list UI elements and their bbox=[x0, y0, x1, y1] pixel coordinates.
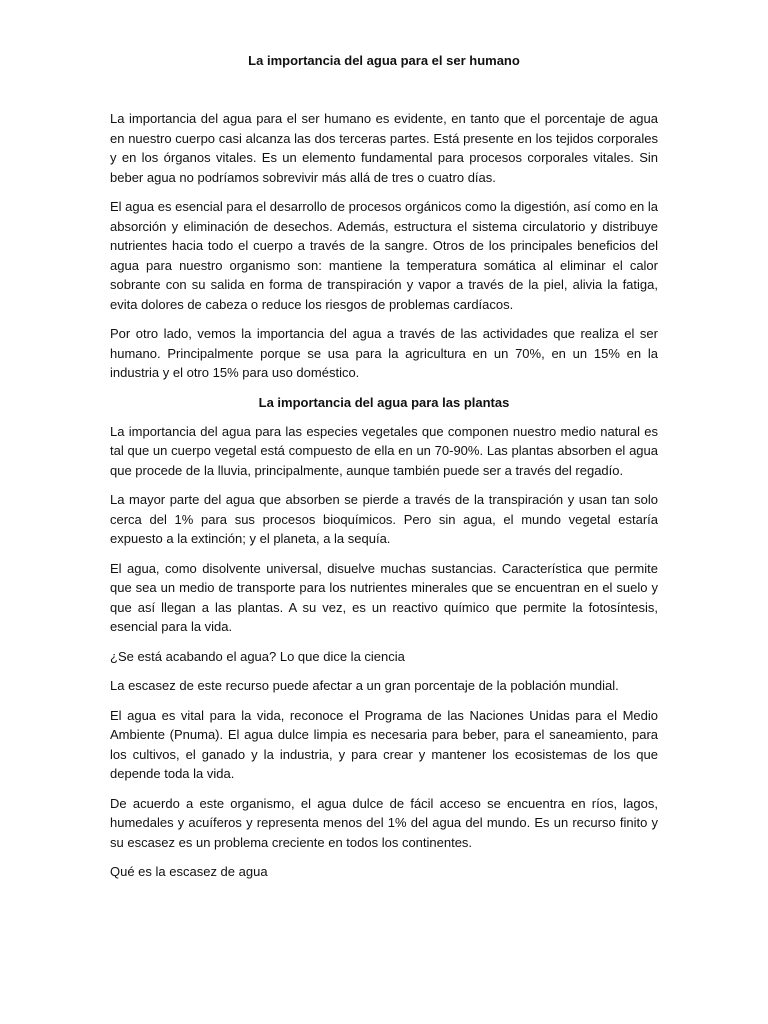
section-heading-plants: La importancia del agua para las plantas bbox=[258, 394, 510, 410]
question-line: ¿Se está acabando el agua? Lo que dice la ciencia bbox=[110, 648, 405, 664]
paragraph-plants-solvent: El agua, como disolvente universal, disuelve muchas sustancias. Característica que permite que sea un medio de transporte para los nutrientes minerales que se encuentran en el suelo y que así llegan a las plantas. A su vez, es un reactivo químico que permite la fotosíntesis, esencial para la vida. bbox=[110, 560, 658, 634]
paragraph-fresh-water: De acuerdo a este organismo, el agua dulce de fácil acceso se encuentra en ríos, lagos, humedales y acuíferos y representa menos del 1% del agua del mundo. Es un recurso finito y su escasez es un problema creciente en todos los continentes. bbox=[110, 795, 658, 850]
paragraph-human-activities: Por otro lado, vemos la importancia del agua a través de las actividades que realiza el ser humano. Principalmente porque se usa para la agricultura en un 70%, en un 15% en la industria y el otro 15% para uso doméstico. bbox=[110, 326, 658, 380]
document-title: La importancia del agua para el ser humano bbox=[248, 53, 520, 68]
paragraph-plants-transpiration: La mayor parte del agua que absorben se pierde a través de la transpiración y usan tan solo cerca del 1% para sus procesos bioquímicos. Pero sin agua, el mundo vegetal estaría expuesto a la extinción; y el planeta, a la sequía. bbox=[110, 492, 658, 546]
paragraph-plants-composition: La importancia del agua para las especies vegetales que componen nuestro medio natural es tal que un cuerpo vegetal está compuesto de ella en un 70-90%. Las plantas absorben el agua que procede de la lluvia, principalmente, aunque también puede ser a través del regadío. bbox=[110, 423, 658, 478]
paragraph-organic-processes: El agua es esencial para el desarrollo de procesos orgánicos como la digestión, así como en la absorción y eliminación de desechos. Además, estructura el sistema circulatorio y distribuye nutrientes hacia todo el cuerpo a través de la sangre. Otros de los principales beneficios del agua para nuestro organismo son: mantiene la temperatura somática al eliminar el calor sobrante con su salida en forma de transpiración y vapor a través de la piel, alivia la fatiga, evita dolores de cabeza o reduce los riesgos de problemas cardíacos. bbox=[110, 199, 658, 312]
paragraph-intro: La importancia del agua para el ser humano es evidente, en tanto que el porcentaje de agua en nuestro cuerpo casi alcanza las dos terceras partes. Está presente en los tejidos corporales y en los órganos vitales. Es un elemento fundamental para procesos corporales vitales. Sin beber agua no podríamos sobrevivir más allá de tres o cuatro días. bbox=[110, 111, 658, 185]
paragraph-pnuma: El agua es vital para la vida, reconoce el Programa de las Naciones Unidas para el Medio Ambiente (Pnuma). El agua dulce limpia es necesaria para beber, para el saneamiento, para los cultivos, el ganado y la industria, y para crear y mantener los ecosistemas de los que depende toda la vida. bbox=[110, 707, 658, 781]
final-line: Qué es la escasez de agua bbox=[110, 864, 268, 879]
scarcity-line: La escasez de este recurso puede afectar a un gran porcentaje de la población mundial. bbox=[110, 678, 619, 693]
